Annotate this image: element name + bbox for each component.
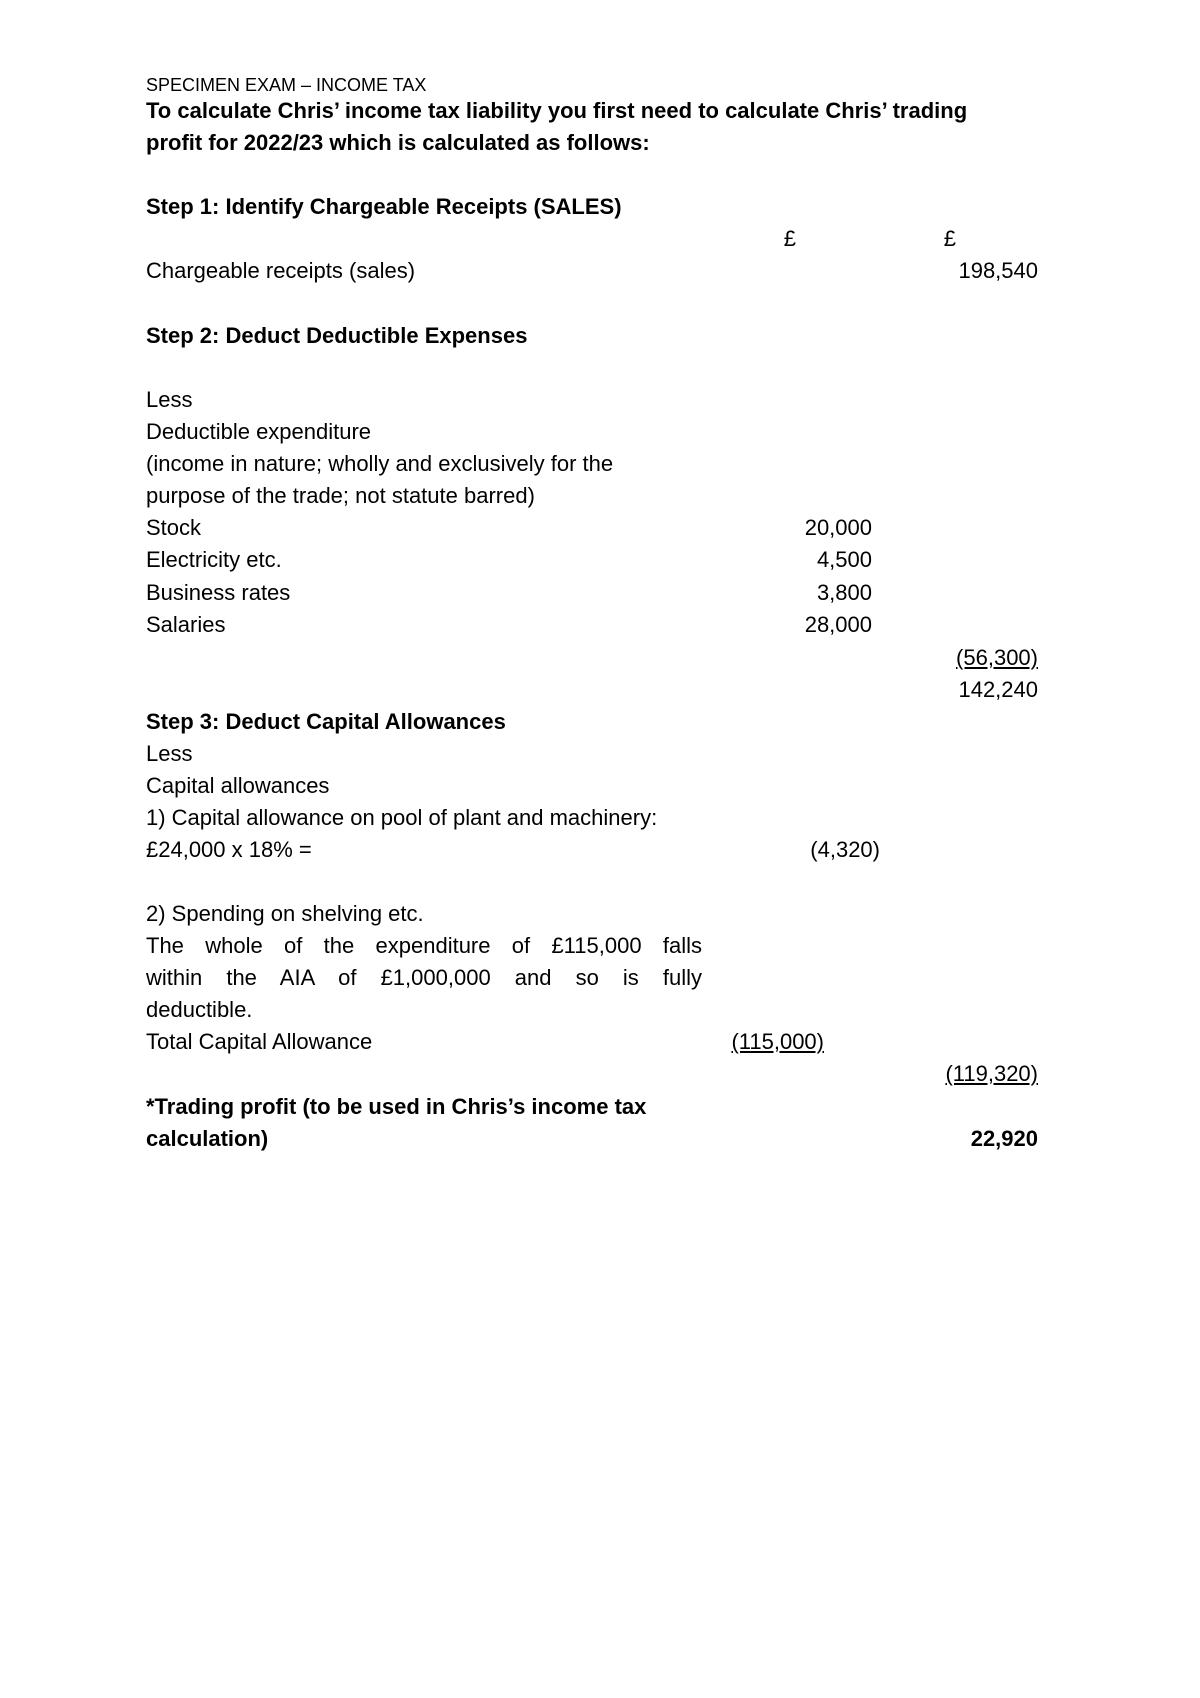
expense-label-electricity: Electricity etc. bbox=[146, 547, 282, 572]
expense-value-stock: 20,000 bbox=[804, 515, 872, 540]
deductible-note-line-1: (income in nature; wholly and exclusively for the bbox=[146, 451, 614, 476]
total-capital-allowance-label: Total Capital Allowance bbox=[146, 1029, 373, 1054]
trading-profit-label-line-2: calculation) bbox=[146, 1126, 269, 1151]
step3-less: Less bbox=[146, 741, 193, 766]
step3-heading: Step 3: Deduct Capital Allowances bbox=[146, 709, 506, 734]
intro-line-2: profit for 2022/23 which is calculated as follows: bbox=[146, 130, 650, 155]
deductible-total: (56,300) bbox=[956, 645, 1038, 670]
capital-allowance-grand-total: (119,320) bbox=[945, 1061, 1038, 1086]
intro-line-1: To calculate Chris’ income tax liability you first need to calculate Chris’ trading bbox=[146, 98, 968, 123]
capital-allowance-item1-value: (4,320) bbox=[810, 837, 880, 862]
subtotal-after-expenses: 142,240 bbox=[958, 677, 1038, 702]
trading-profit-value: 22,920 bbox=[970, 1126, 1038, 1151]
deductible-note-line-2: purpose of the trade; not statute barred) bbox=[146, 483, 535, 508]
expense-label-stock: Stock bbox=[146, 515, 202, 540]
document-header: SPECIMEN EXAM – INCOME TAX bbox=[146, 75, 427, 95]
receipts-value: 198,540 bbox=[958, 258, 1038, 283]
currency-col2-label: £ bbox=[943, 226, 956, 251]
step2-heading: Step 2: Deduct Deductible Expenses bbox=[146, 323, 528, 348]
step2-less: Less bbox=[146, 387, 193, 412]
expense-value-electricity: 4,500 bbox=[816, 547, 872, 572]
capital-allowance-item2-text-line-2: within the AIA of £1,000,000 and so is fully bbox=[146, 965, 702, 990]
total-capital-allowance-value: (115,000) bbox=[731, 1029, 824, 1054]
capital-allowance-item1-label: 1) Capital allowance on pool of plant and machinery: bbox=[146, 805, 658, 830]
expense-value-business-rates: 3,800 bbox=[816, 580, 872, 605]
capital-allowance-item2-text-line-3: deductible. bbox=[146, 997, 253, 1022]
expense-label-business-rates: Business rates bbox=[146, 580, 291, 605]
step1-heading: Step 1: Identify Chargeable Receipts (SALES) bbox=[146, 194, 622, 219]
receipts-label: Chargeable receipts (sales) bbox=[146, 258, 416, 283]
capital-allowances-title: Capital allowances bbox=[146, 773, 330, 798]
expense-value-salaries: 28,000 bbox=[804, 612, 872, 637]
capital-allowance-item1-calc: £24,000 x 18% = bbox=[146, 837, 312, 862]
expense-label-salaries: Salaries bbox=[146, 612, 226, 637]
capital-allowance-item2-label: 2) Spending on shelving etc. bbox=[146, 901, 424, 926]
capital-allowance-item2-text-line-1: The whole of the expenditure of £115,000 falls bbox=[146, 933, 702, 958]
trading-profit-label-line-1: *Trading profit (to be used in Chris’s income tax bbox=[146, 1094, 647, 1119]
currency-col1-label: £ bbox=[783, 226, 796, 251]
deductible-title: Deductible expenditure bbox=[146, 419, 372, 444]
